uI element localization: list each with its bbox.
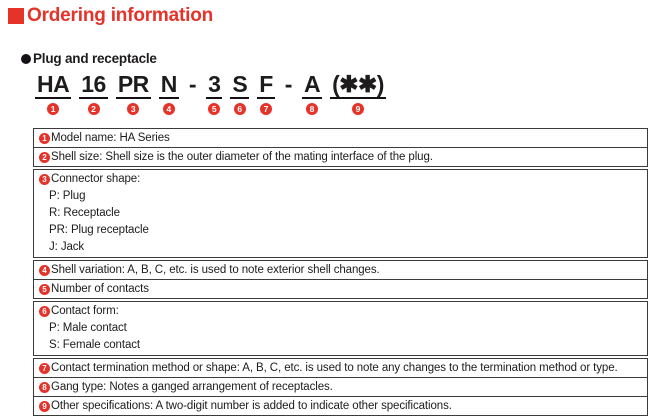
legend-row xyxy=(34,171,647,256)
part-number-segment-text: 3 xyxy=(208,71,221,97)
legend-row-main xyxy=(34,378,647,396)
part-number-segment xyxy=(230,72,249,115)
legend-row xyxy=(34,303,647,354)
bullet-icon xyxy=(21,54,31,64)
row-number-badge: 9 xyxy=(39,401,50,412)
legend-row-main xyxy=(34,148,647,166)
segment-number-badge: 8 xyxy=(306,103,318,115)
legend-row xyxy=(34,261,647,279)
part-number-segment-text: HA xyxy=(37,71,70,97)
legend-row-main xyxy=(34,129,647,147)
legend-row-subitem: PR: Plug receptacle xyxy=(49,224,149,236)
legend-row-subitem: R: Receptacle xyxy=(49,207,120,219)
legend-row-text: Model name: HA Series xyxy=(51,132,170,144)
legend-row-main xyxy=(34,280,647,298)
legend-row-main xyxy=(34,397,647,415)
segment-number-badge: 4 xyxy=(163,103,175,115)
part-number-segment-text: N xyxy=(160,71,177,97)
segment-number-badge: 7 xyxy=(260,103,272,115)
part-number-segment-text: - xyxy=(188,71,197,97)
part-number-segment-text: F xyxy=(259,71,273,97)
row-number-badge: 6 xyxy=(39,306,50,317)
legend-row xyxy=(34,396,647,415)
segment-number-badge: 6 xyxy=(234,103,246,115)
part-number-segment xyxy=(159,72,179,115)
row-number-badge: 8 xyxy=(39,382,50,393)
legend-row-subitem: P: Plug xyxy=(49,190,86,202)
legend-row-text: Contact termination method or shape: A, B, C, etc. is used to note any changes to the termination method or type. xyxy=(51,362,618,374)
row-number-badge: 7 xyxy=(39,363,50,374)
legend-row xyxy=(34,147,647,166)
legend-row xyxy=(34,129,647,147)
part-number-segment-text: (✱✱) xyxy=(332,71,384,97)
legend-row xyxy=(34,377,647,396)
legend-row-text: Gang type: Notes a ganged arrangement of receptacles. xyxy=(51,381,333,393)
segment-number-badge: 1 xyxy=(47,103,59,115)
legend-group xyxy=(33,260,648,299)
segment-number-badge: 2 xyxy=(88,103,100,115)
part-number-segment-text: A xyxy=(303,71,321,97)
legend-group xyxy=(33,128,648,167)
legend-row-text: Connector shape: xyxy=(51,173,141,185)
legend-row-main xyxy=(34,171,647,188)
section-header xyxy=(0,0,658,25)
segment-number-badge: 9 xyxy=(352,103,364,115)
legend-group xyxy=(33,358,648,416)
legend-group xyxy=(33,169,648,258)
legend-row-main xyxy=(34,359,647,377)
row-number-badge: 3 xyxy=(39,174,50,185)
legend-row-text: Number of contacts xyxy=(51,283,149,295)
part-number-segment-text: 16 xyxy=(81,71,106,97)
part-number-segment xyxy=(206,72,222,115)
row-number-badge: 4 xyxy=(39,265,50,276)
row-number-badge: 5 xyxy=(39,284,50,295)
legend-row-text: Shell variation: A, B, C, etc. is used to note exterior shell changes. xyxy=(51,264,380,276)
part-number-code xyxy=(35,72,658,115)
legend-row-main xyxy=(34,303,647,320)
part-number-segment xyxy=(330,72,386,115)
segment-number-badge: 5 xyxy=(208,103,220,115)
legend-group xyxy=(33,301,648,356)
legend-row-main xyxy=(34,261,647,279)
legend-row-text: Shell size: Shell size is the outer diameter of the mating interface of the plug. xyxy=(51,151,433,163)
legend-row-subitem: J: Jack xyxy=(49,241,85,253)
subsection-title: Plug and receptacle xyxy=(33,51,157,66)
row-number-badge: 2 xyxy=(39,152,50,163)
part-number-segment xyxy=(79,72,108,115)
part-number-segment xyxy=(187,72,198,99)
legend-row-subitem: P: Male contact xyxy=(49,322,127,334)
legend-row-text: Contact form: xyxy=(51,305,119,317)
legend-row-text: Other specifications: A two-digit number is added to indicate other specifications. xyxy=(51,400,452,412)
legend-row xyxy=(34,279,647,298)
part-number-segment xyxy=(283,72,294,99)
section-marker-icon xyxy=(8,8,24,24)
legend-table xyxy=(33,128,648,416)
part-number-segment xyxy=(257,72,275,115)
part-number-segment-text: - xyxy=(284,71,292,97)
part-number-segment xyxy=(302,72,322,115)
part-number-segment xyxy=(116,72,151,115)
part-number-segment xyxy=(35,72,71,115)
part-number-segment-text: S xyxy=(232,71,248,97)
segment-number-badge: 3 xyxy=(127,103,139,115)
part-number-segment-text: PR xyxy=(117,71,149,97)
row-number-badge: 1 xyxy=(39,133,50,144)
legend-row-subitem: S: Female contact xyxy=(49,339,140,351)
subsection-header xyxy=(21,52,658,66)
legend-row xyxy=(34,359,647,377)
page-title: Ordering information xyxy=(27,5,214,26)
